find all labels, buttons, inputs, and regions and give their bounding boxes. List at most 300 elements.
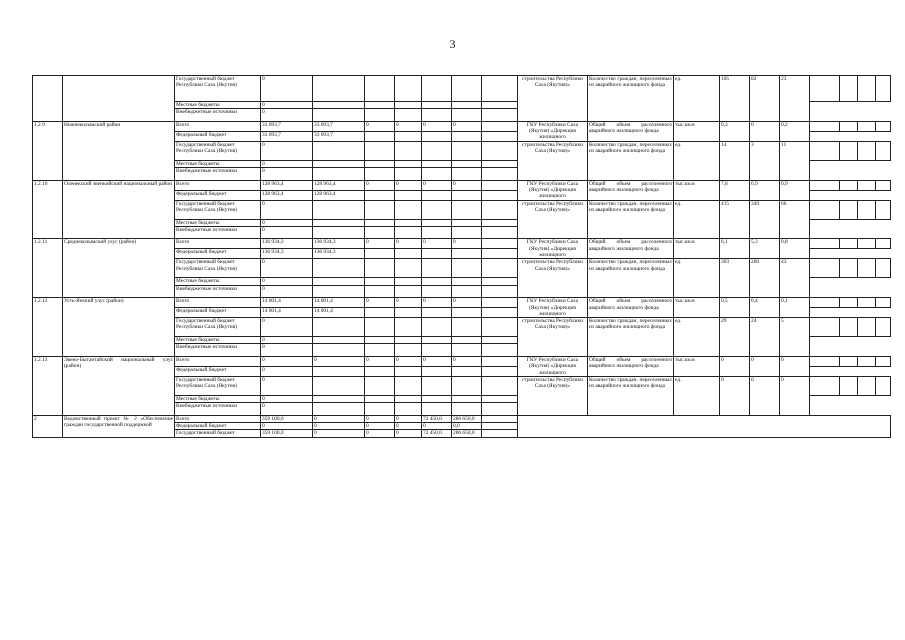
amount-cell: 72 450,0 [422, 415, 452, 422]
amount-cell [395, 285, 422, 298]
amount-cell [395, 395, 422, 402]
amount-cell [452, 219, 482, 226]
indicator-value: 23 [780, 76, 810, 122]
area-name-cell [63, 76, 175, 122]
amount-cell [365, 200, 395, 219]
indicator-unit: ед. [674, 200, 720, 239]
amount-cell [482, 226, 518, 239]
area-name: Усть-Янский улус (район) [63, 298, 175, 357]
empty-cell [840, 318, 858, 337]
amount-cell [365, 318, 395, 337]
amount-cell [313, 337, 365, 344]
indicator-value: 303 [720, 259, 750, 298]
table-row [33, 76, 891, 102]
amount-cell [452, 226, 482, 239]
amount-cell [482, 285, 518, 298]
amount-cell [313, 278, 365, 285]
empty-cell [810, 376, 840, 395]
funding-source: Внебюджетные источники [175, 285, 261, 298]
amount-cell: 0 [261, 376, 313, 395]
amount-cell: 0 [261, 102, 313, 109]
empty-cell [840, 259, 858, 278]
amount-cell [422, 190, 452, 200]
amount-cell [482, 239, 518, 249]
indicator-value: 82 [750, 76, 780, 122]
funding-source: Государственный бюджет Республики Саха (Якутия) [175, 259, 261, 278]
amount-cell [365, 376, 395, 395]
indicator-value: 43 [780, 259, 810, 298]
amount-cell [482, 298, 518, 308]
empty-cell [858, 180, 876, 190]
amount-cell [365, 131, 395, 141]
empty-cell [858, 259, 876, 278]
amount-cell [422, 102, 452, 109]
amount-cell [395, 102, 422, 109]
funding-source: Всего [175, 298, 261, 308]
empty-cell [810, 141, 840, 160]
indicator-value: 14 [720, 141, 750, 180]
area-name: Среднеколымский улус (район) [63, 239, 175, 298]
amount-cell [313, 344, 365, 357]
indicator-unit: ед. [674, 318, 720, 357]
indicator-value: 0 [720, 357, 750, 377]
empty-cell [858, 239, 876, 249]
funding-source: Местные бюджеты [175, 160, 261, 167]
amount-cell: 0 [261, 366, 313, 376]
amount-cell [422, 131, 452, 141]
amount-cell: 0 [261, 423, 313, 430]
amount-cell [365, 259, 395, 278]
row-number-cell [33, 76, 63, 122]
amount-cell: 0 [261, 168, 313, 181]
funding-source: Государственный бюджет Республики Саха (Якутия) [175, 376, 261, 395]
amount-cell [395, 190, 422, 200]
funding-source: Федеральный бюджет [175, 131, 261, 141]
amount-cell [422, 285, 452, 298]
amount-cell: 136 934,3 [313, 249, 365, 259]
amount-cell [482, 403, 518, 416]
funding-source: Местные бюджеты [175, 278, 261, 285]
amount-cell: 0 [365, 357, 395, 367]
indicator-value: 0 [780, 376, 810, 415]
amount-cell [482, 190, 518, 200]
amount-cell: 359 100,0 [261, 430, 313, 437]
amount-cell [422, 337, 452, 344]
amount-cell: 14 001,4 [313, 308, 365, 318]
amount-cell [395, 318, 422, 337]
amount-cell [313, 200, 365, 219]
amount-cell [452, 278, 482, 285]
amount-cell [482, 376, 518, 395]
amount-cell [452, 259, 482, 278]
amount-cell: 0 [313, 415, 365, 422]
indicator-value: 5,3 [750, 239, 780, 259]
empty-cell [810, 239, 840, 249]
amount-cell [422, 395, 452, 402]
amount-cell: 0 [365, 430, 395, 437]
amount-cell: 0 [395, 180, 422, 190]
empty-cell [810, 298, 840, 308]
indicator-name: Количество граждан, переселенных из аварийного жилищного фонда [588, 318, 674, 357]
empty-cell [810, 76, 840, 102]
amount-cell [452, 141, 482, 160]
amount-cell [365, 337, 395, 344]
amount-cell: 0 [261, 285, 313, 298]
indicator-value: 0 [720, 376, 750, 415]
amount-cell [365, 366, 395, 376]
amount-cell: 14 001,4 [313, 298, 365, 308]
program-table [32, 75, 891, 438]
amount-cell: 136 934,3 [261, 239, 313, 249]
indicator-value: 6,1 [720, 239, 750, 259]
indicator-value: 7,8 [720, 180, 750, 200]
amount-cell: 0 [261, 357, 313, 367]
empty-cell [840, 376, 858, 395]
amount-cell: 128 963,4 [313, 190, 365, 200]
amount-cell [422, 76, 452, 102]
empty-cell [840, 76, 858, 102]
amount-cell [482, 131, 518, 141]
funding-source: Всего [175, 357, 261, 367]
amount-cell [482, 308, 518, 318]
amount-cell [422, 219, 452, 226]
amount-cell [452, 200, 482, 219]
executor-cell: ГКУ Республики Саха (Якутия) «Дирекция жилищного [518, 357, 588, 377]
funding-source: Федеральный бюджет [175, 190, 261, 200]
amount-cell [313, 259, 365, 278]
empty-cell [858, 357, 876, 367]
amount-cell: 0 [365, 423, 395, 430]
amount-cell [422, 259, 452, 278]
empty-cell [876, 357, 891, 367]
amount-cell [365, 278, 395, 285]
empty-cell [840, 180, 858, 190]
amount-cell [482, 180, 518, 190]
amount-cell [452, 376, 482, 395]
amount-cell [313, 160, 365, 167]
amount-cell [482, 200, 518, 219]
funding-source: Внебюджетные источники [175, 344, 261, 357]
amount-cell [482, 337, 518, 344]
empty-cell [840, 200, 858, 219]
indicator-value: 0 [750, 376, 780, 415]
empty-cell [876, 180, 891, 190]
amount-cell [482, 160, 518, 167]
amount-cell [313, 168, 365, 181]
empty-cell [876, 259, 891, 278]
amount-cell: 128 963,4 [261, 180, 313, 190]
indicator-name: Количество граждан, переселенных из аварийного жилищного фонда [588, 259, 674, 298]
table-row [33, 239, 891, 249]
amount-cell [395, 168, 422, 181]
amount-cell [452, 344, 482, 357]
amount-cell [365, 226, 395, 239]
amount-cell [395, 200, 422, 219]
empty-cell [840, 298, 858, 308]
amount-cell [452, 395, 482, 402]
amount-cell: 0 [365, 415, 395, 422]
amount-cell [452, 308, 482, 318]
amount-cell: 0 [422, 121, 452, 131]
funding-source: Федеральный бюджет [175, 249, 261, 259]
indicator-name: Общий объем расселенного аварийного жилищного фонда [588, 121, 674, 141]
indicator-name: Количество граждан, переселенных из аварийного жилищного фонда [588, 76, 674, 122]
indicator-unit: тыс.кв.м [674, 298, 720, 318]
table-row [33, 121, 891, 131]
amount-cell: 0,0 [452, 423, 482, 430]
indicator-value: 0,8 [780, 239, 810, 259]
empty-cell [858, 200, 876, 219]
executor-cell: ГКУ Республики Саха (Якутия) «Дирекция жилищного [518, 298, 588, 318]
amount-cell [452, 285, 482, 298]
funding-source: Федеральный бюджет [175, 423, 261, 430]
indicator-unit: ед. [674, 376, 720, 415]
amount-cell [395, 219, 422, 226]
table-row [33, 415, 891, 422]
indicator-value: 0,2 [780, 121, 810, 141]
amount-cell: 0 [261, 403, 313, 416]
amount-cell [422, 308, 452, 318]
amount-cell [313, 318, 365, 337]
indicator-name: Общий объем расселенного аварийного жилищного фонда [588, 180, 674, 200]
funding-source: Местные бюджеты [175, 219, 261, 226]
amount-cell [365, 102, 395, 109]
amount-cell [482, 357, 518, 367]
amount-cell [422, 366, 452, 376]
indicator-name: Количество граждан, переселенных из аварийного жилищного фонда [588, 141, 674, 180]
amount-cell [365, 344, 395, 357]
funding-source: Государственный бюджет Республики Саха (Якутия) [175, 76, 261, 102]
funding-source: Внебюджетные источники [175, 226, 261, 239]
amount-cell [395, 403, 422, 416]
amount-cell: 0 [261, 109, 313, 122]
empty-cell [876, 298, 891, 308]
amount-cell: 33 093,7 [261, 131, 313, 141]
indicator-value: 11 [780, 141, 810, 180]
amount-cell: 359 100,0 [261, 415, 313, 422]
indicator-value: 29 [720, 318, 750, 357]
amount-cell [313, 376, 365, 395]
indicator-unit: ед. [674, 259, 720, 298]
amount-cell [482, 318, 518, 337]
indicator-name: Количество граждан, переселенных из аварийного жилищного фонда [588, 200, 674, 239]
amount-cell [365, 395, 395, 402]
indicator-unit: тыс.кв.м [674, 180, 720, 200]
empty-cell [810, 318, 840, 337]
amount-cell [395, 131, 422, 141]
amount-cell: 0 [395, 415, 422, 422]
amount-cell: 136 934,3 [313, 239, 365, 249]
amount-cell: 14 001,4 [261, 308, 313, 318]
amount-cell [395, 366, 422, 376]
empty-cell [518, 415, 891, 437]
amount-cell [452, 76, 482, 102]
funding-source: Всего [175, 239, 261, 249]
amount-cell: 0 [261, 337, 313, 344]
empty-cell [858, 141, 876, 160]
amount-cell [482, 102, 518, 109]
indicator-value: 0 [750, 121, 780, 141]
amount-cell [395, 344, 422, 357]
empty-cell [840, 239, 858, 249]
area-name: Нижнеколымский район [63, 121, 175, 180]
empty-cell [810, 121, 840, 131]
amount-cell [395, 249, 422, 259]
amount-cell [395, 160, 422, 167]
amount-cell: 128 963,4 [313, 180, 365, 190]
amount-cell [365, 219, 395, 226]
amount-cell [365, 190, 395, 200]
executor-cell: строительства Республики Саха (Якутия)» [518, 200, 588, 239]
amount-cell [313, 285, 365, 298]
amount-cell: 0 [261, 160, 313, 167]
amount-cell [365, 308, 395, 318]
indicator-name: Общий объем расселенного аварийного жилищного фонда [588, 298, 674, 318]
row-number: 1.2.10 [33, 180, 63, 239]
amount-cell: 0 [365, 239, 395, 249]
amount-cell [365, 168, 395, 181]
indicator-unit: ед. [674, 76, 720, 122]
empty-cell [876, 121, 891, 131]
empty-cell [858, 121, 876, 131]
funding-source: Государственный бюджет Республики Саха (Якутия) [175, 141, 261, 160]
amount-cell [482, 249, 518, 259]
indicator-value: 0,4 [750, 298, 780, 318]
funding-source: Всего [175, 180, 261, 190]
amount-cell [395, 109, 422, 122]
amount-cell: 0 [452, 357, 482, 367]
amount-cell: 0 [422, 423, 452, 430]
amount-cell: 0 [261, 141, 313, 160]
amount-cell [365, 249, 395, 259]
project-name: Ведомственный проект № 2 «Обеспечение граждан государственной поддержкой [63, 415, 175, 437]
empty-cell [876, 141, 891, 160]
amount-cell: 0 [365, 121, 395, 131]
indicator-value: 6,9 [750, 180, 780, 200]
amount-cell [313, 109, 365, 122]
empty-cell [810, 259, 840, 278]
funding-source: Внебюджетные источники [175, 109, 261, 122]
empty-cell [876, 318, 891, 337]
indicator-value: 0,9 [780, 180, 810, 200]
amount-cell [482, 121, 518, 131]
indicator-value: 0 [780, 357, 810, 377]
executor-cell: строительства Республики Саха (Якутия)» [518, 259, 588, 298]
funding-source: Местные бюджеты [175, 102, 261, 109]
indicator-value: 0,3 [720, 121, 750, 141]
amount-cell [422, 160, 452, 167]
area-name: Эвено-Бытантайский национальный улус (район) [63, 357, 175, 416]
amount-cell [452, 131, 482, 141]
amount-cell: 0 [261, 395, 313, 402]
amount-cell: 136 934,3 [261, 249, 313, 259]
amount-cell [422, 403, 452, 416]
amount-cell [452, 102, 482, 109]
funding-source: Внебюджетные источники [175, 168, 261, 181]
amount-cell [482, 430, 518, 437]
amount-cell [422, 226, 452, 239]
indicator-value: 0,5 [720, 298, 750, 318]
amount-cell [482, 344, 518, 357]
indicator-value: 0 [750, 357, 780, 377]
amount-cell [395, 259, 422, 278]
amount-cell [313, 395, 365, 402]
executor-cell: строительства Республики Саха (Якутия)» [518, 376, 588, 415]
indicator-name: Общий объем расселенного аварийного жилищного фонда [588, 239, 674, 259]
amount-cell [395, 278, 422, 285]
empty-cell [876, 376, 891, 395]
executor-cell: ГКУ Республики Саха (Якутия) «Дирекция жилищного [518, 180, 588, 200]
amount-cell [482, 423, 518, 430]
amount-cell [452, 109, 482, 122]
indicator-value: 24 [750, 318, 780, 357]
amount-cell [313, 219, 365, 226]
funding-source: Государственный бюджет Республики Саха (Якутия) [175, 318, 261, 337]
indicator-value: 3 [750, 141, 780, 180]
amount-cell: 0 [261, 259, 313, 278]
amount-cell [365, 76, 395, 102]
amount-cell: 0 [313, 423, 365, 430]
funding-source: Местные бюджеты [175, 395, 261, 402]
indicator-value: 349 [750, 200, 780, 239]
amount-cell [313, 226, 365, 239]
amount-cell [422, 278, 452, 285]
amount-cell [313, 141, 365, 160]
amount-cell [452, 249, 482, 259]
indicator-unit: тыс.кв.м [674, 357, 720, 377]
funding-source: Федеральный бюджет [175, 308, 261, 318]
amount-cell: 72 450,0 [422, 430, 452, 437]
funding-source: Местные бюджеты [175, 337, 261, 344]
empty-cell [840, 357, 858, 367]
amount-cell [482, 415, 518, 422]
amount-cell [482, 168, 518, 181]
amount-cell [365, 285, 395, 298]
funding-source: Всего [175, 121, 261, 131]
amount-cell: 0 [261, 278, 313, 285]
amount-cell [482, 366, 518, 376]
indicator-name: Количество граждан, переселенных из аварийного жилищного фонда [588, 376, 674, 415]
amount-cell [452, 403, 482, 416]
table-row [33, 298, 891, 308]
empty-cell [840, 141, 858, 160]
amount-cell: 0 [261, 76, 313, 102]
row-number: 1.2.13 [33, 357, 63, 416]
empty-cell [876, 239, 891, 249]
funding-source: Государственный бюджет [175, 430, 261, 437]
indicator-value: 415 [720, 200, 750, 239]
amount-cell [422, 318, 452, 337]
amount-cell [365, 141, 395, 160]
amount-cell: 0 [261, 226, 313, 239]
empty-cell [810, 357, 840, 367]
amount-cell: 0 [261, 200, 313, 219]
amount-cell: 0 [365, 298, 395, 308]
indicator-value: 66 [780, 200, 810, 239]
amount-cell: 0 [452, 298, 482, 308]
amount-cell: 33 093,7 [313, 121, 365, 131]
amount-cell: 0 [261, 344, 313, 357]
empty-cell [876, 76, 891, 102]
executor-cell: строительства Республики Саха (Якутия)» [518, 76, 588, 122]
page-number: 3 [449, 37, 456, 51]
empty-cell [858, 76, 876, 102]
amount-cell: 0 [422, 239, 452, 249]
indicator-value: 105 [720, 76, 750, 122]
executor-cell: строительства Республики Саха (Якутия)» [518, 141, 588, 180]
amount-cell [395, 226, 422, 239]
amount-cell [365, 160, 395, 167]
